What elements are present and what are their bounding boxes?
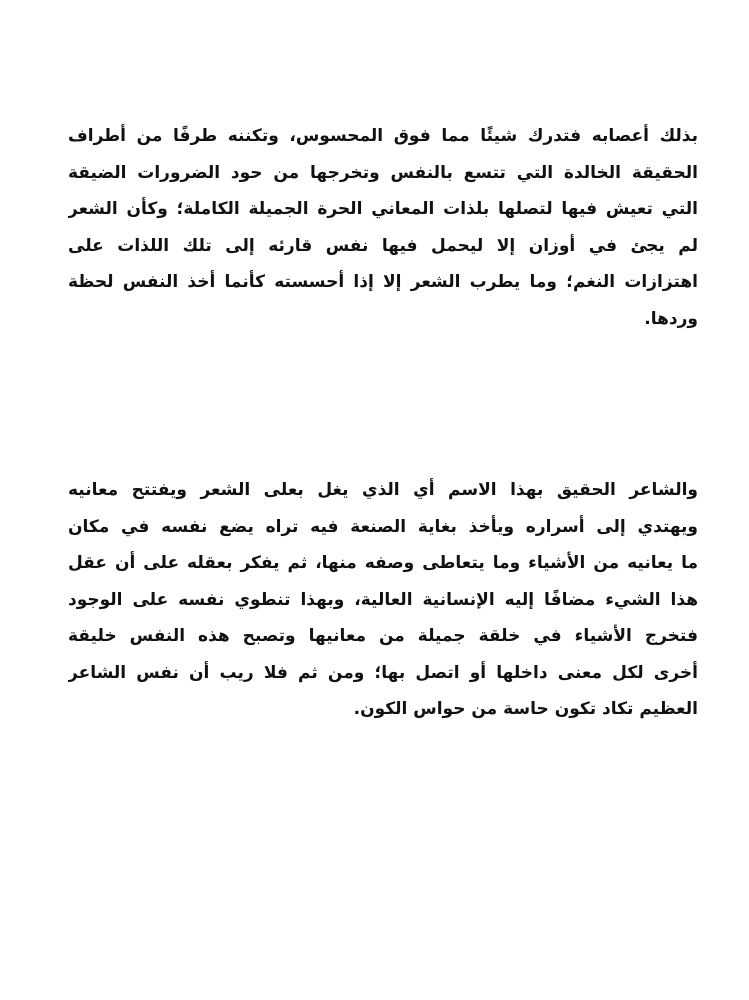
text-line: وردها. bbox=[644, 308, 698, 329]
text-line: أخرى لكل معنى داخلها أو اتصل بها؛ ومن ثم فلا ريب أن نفس الشاعر bbox=[68, 662, 698, 683]
text-line: اهتزازات النغم؛ وما يطرب الشعر إلا إذا أحسسته كأنما أخذ النفس لحظة bbox=[68, 272, 698, 292]
text-line: التي تعيش فيها لتصلها بلذات المعاني الحرة الجميلة الكاملة؛ وكأن الشعر bbox=[68, 199, 698, 219]
text-line: والشاعر الحقيق بهذا الاسم أي الذي يغل بعلى الشعر ويفتتح معانيه bbox=[68, 480, 698, 500]
paragraph-1 bbox=[68, 118, 698, 337]
text-line: ويهتدي إلى أسراره ويأخذ بغاية الصنعة فيه تراه يضع نفسه في مكان bbox=[68, 516, 698, 537]
text-line: العظيم تكاد تكون حاسة من حواس الكون. bbox=[353, 699, 698, 719]
paragraph-2 bbox=[68, 472, 698, 728]
text-line: فتخرج الأشياء في خلقة جميلة من معانيها وتصبح هذه النفس خليقة bbox=[68, 626, 698, 646]
text-line: الحقيقة الخالدة التي تتسع بالنفس وتخرجها من حود الضرورات الضيقة bbox=[68, 162, 698, 183]
text-line: لم يجئ في أوزان إلا ليحمل فيها نفس قارئه إلى تلك اللذات على bbox=[68, 235, 698, 256]
text-line: بذلك أعصابه فتدرك شيئًا مما فوق المحسوس، وتكننه طرفًا من أطراف bbox=[68, 126, 698, 146]
text-line: ما يعانيه من الأشياء وما يتعاطى وصفه منها، ثم يفكر بعقله على أن عقل bbox=[68, 553, 698, 573]
text-line: هذا الشيء مضافًا إليه الإنسانية العالية، وبهذا تنطوي نفسه على الوجود bbox=[68, 589, 698, 610]
